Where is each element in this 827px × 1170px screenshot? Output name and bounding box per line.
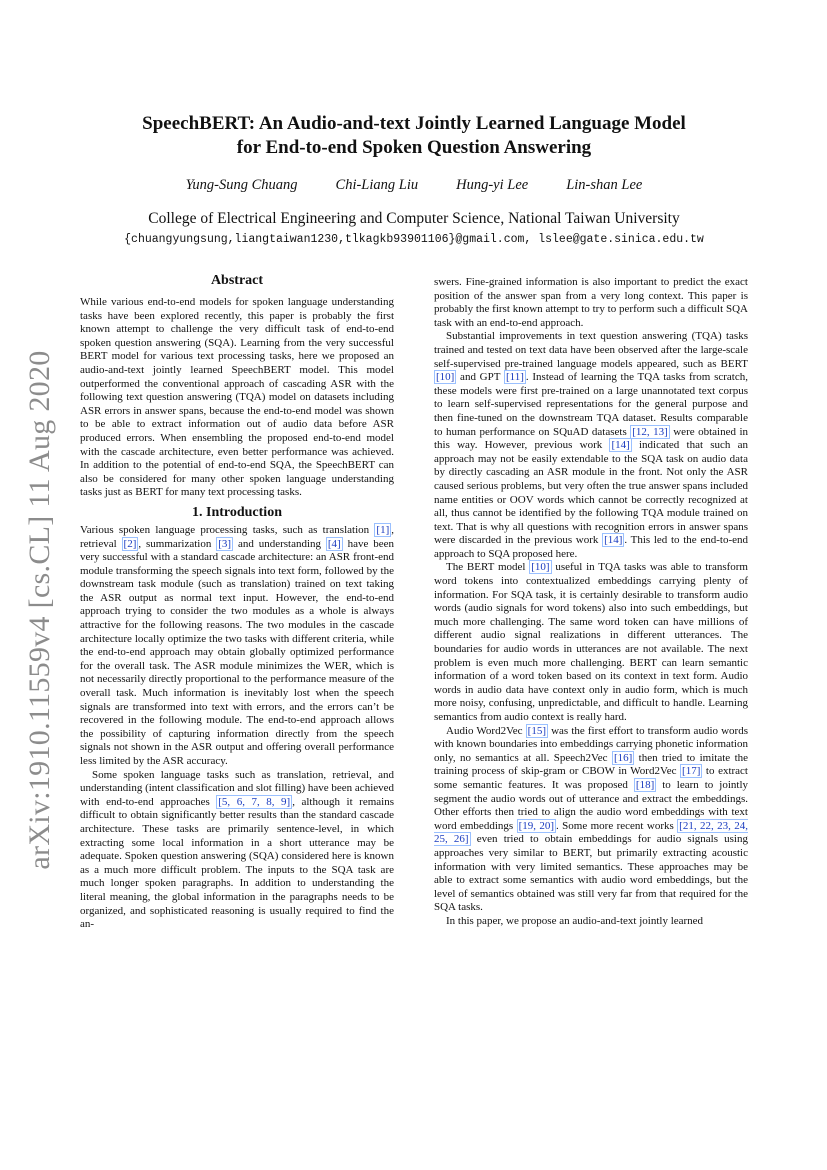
text-run: have been very successful with a standard cascade architecture: an ASR front-end module transforming the speech signals into text form, followed by the downstream task module (such as translation) trained on text taking the ASR output as normal text input. However, the end-to-end approach trying to consider the two modules as a whole is always attractive for the following reasons. The two modules in the cascade architecture locally optimize the two tasks with different criteria, while the end-to-end approach may obtain globally optimized performance for the overall task. The ASR module minimizes the WER, which is not necessarily directly proportional to the performance measure of the overall task. Much information is inevitably lost when the speech signals are transformed into text with errors, and the errors can’t be recovered in the following module. The end-to-end approach allows the possibility of capturing information directly from the speech signals not shown in the ASR output and offering overall performance less limited by the ASR accuracy. xyxy=(80,537,394,767)
text-run: were obtained in this way. However, previous work xyxy=(434,425,748,452)
text-run: . Some more recent works xyxy=(556,819,678,832)
affiliation: College of Electrical Engineering and Computer Science, National Taiwan University xyxy=(148,210,680,227)
author: Lin-shan Lee xyxy=(566,177,643,193)
citation-link[interactable]: [16] xyxy=(613,751,633,764)
paper-title xyxy=(80,112,748,160)
text-run: and GPT xyxy=(456,371,504,384)
title-line-1: SpeechBERT: An Audio-and-text Jointly Learned Language Model xyxy=(142,113,686,134)
citation-link[interactable]: [5, 6, 7, 8, 9] xyxy=(218,795,291,808)
citation-link[interactable]: [4] xyxy=(327,537,341,550)
text-run: to extract some semantic features. It was proposed xyxy=(434,765,748,791)
text-run: and understanding xyxy=(233,537,326,550)
intro-paragraph-2 xyxy=(80,769,394,932)
right-paragraph-4 xyxy=(434,725,748,915)
citation-link[interactable]: [18] xyxy=(635,778,655,791)
citation-link[interactable]: [21, 22, 23, 24, 25, 26] xyxy=(434,819,748,846)
right-paragraph-2 xyxy=(434,330,748,561)
citation-link[interactable]: [10] xyxy=(531,561,550,574)
arxiv-stamp-text: arXiv:1910.11559v4 [cs.CL] 11 Aug 2020 xyxy=(23,350,56,870)
text-run: even tried to obtain embeddings for audio signals using approaches very similar to BERT, but primarily extracting acoustic information with very limited semantics. These approaches may be able to extract some semantics with audio word embeddings, but the level of semantics obtained was still very far from that required for the SQA tasks. xyxy=(434,833,748,914)
author: Yung-Sung Chuang xyxy=(185,177,298,193)
citation-link[interactable]: [1] xyxy=(376,523,390,536)
text-run: indicated that such an approach may not be easily extendable to the SQA task on audio data by directly cascading an ASR module in the front. Not only the ASR caused serious problems, but very often the true answer spans included name entities or OOV words which cannot be correctly recognized at all, thus cannot be identified by the following TQA module trained on text. That is why all questions with recognition errors in answer spans were discarded in the previous work xyxy=(434,439,748,547)
author: Hung-yi Lee xyxy=(456,177,529,193)
citation-link[interactable]: [11] xyxy=(505,371,524,384)
left-column xyxy=(80,272,394,932)
text-run: Some spoken language tasks such as translation, retrieval, and understanding (intent classification and slot filling) have been achieved with end-to-end approaches xyxy=(80,768,395,808)
citation-link[interactable]: [10] xyxy=(436,371,455,384)
text-run: Audio Word2Vec xyxy=(446,724,526,737)
author-emails: {chuangyungsung,liangtaiwan1230,tlkagkb93901106}@gmail.com, lslee@gate.sinica.edu.tw xyxy=(124,233,704,246)
title-line-2: for End-to-end Spoken Question Answering xyxy=(236,137,592,158)
right-paragraph-5: In this paper, we propose an audio-and-text jointly learned xyxy=(446,914,704,927)
text-run: . This led to the end-to-end approach to SQA proposed here. xyxy=(434,534,748,560)
text-run: Substantial improvements in text question answering (TQA) tasks trained and tested on text data have been observed after the large-scale self-supervised pre-trained language models appeared, such as BERT xyxy=(434,330,748,370)
author-list xyxy=(80,177,748,194)
citation-link[interactable]: [15] xyxy=(527,724,546,737)
right-column xyxy=(434,276,748,929)
text-run: useful in TQA tasks was able to transform word tokens into contextualized embeddings carrying plenty of information. For SQA task, it is certainly desirable to transform audio words (audio signals for word tokens) also into such embeddings, but much more challenging. The same word token can have millions of different audio signal realizations in different utterances. The boundaries for audio words in utterances are not available. The next problem is even much more challenging. BERT can learn semantic information of a word token based on its context in text form. Audio words in audio data have context only in audio form, which is much more noisy, confusing, unpredictable, and difficult to handle. Learning semantics from audio context is really hard. xyxy=(434,561,748,723)
right-paragraph-3 xyxy=(434,561,748,724)
arxiv-stamp xyxy=(20,350,60,870)
citation-link[interactable]: [2] xyxy=(123,537,137,550)
citation-link[interactable]: [17] xyxy=(682,765,701,778)
citation-link[interactable]: [14] xyxy=(611,439,630,452)
citation-link[interactable]: [14] xyxy=(604,534,623,547)
text-run: , retrieval xyxy=(80,523,394,550)
intro-heading: 1. Introduction xyxy=(192,504,282,520)
citation-link[interactable]: [3] xyxy=(218,537,232,550)
text-run: . Instead of learning the TQA tasks from scratch, these models were first pre-trained on a large unannotated text corpus to learn self-supervised representations for the general purpose and then fine-tuned on the downstream TQA dataset. Results comparable to human performance on SQuAD datasets xyxy=(434,371,748,438)
text-run: , although it remains difficult to obtain significantly better results than the standard cascade architecture. These tasks are primarily sentence-level, in which extracting some local information in a short utterance may be adequate. Spoken question answering (SQA) considered here is known as a much more difficult problem. The inputs to the SQA task are much longer spoken paragraphs. In addition to understanding the literal meaning, the global information in the paragraphs needs to be organized, and sophisticated reasoning is usually required to find the an- xyxy=(80,795,394,931)
citation-link[interactable]: [12, 13] xyxy=(632,425,668,438)
right-paragraph-1: swers. Fine-grained information is also important to predict the exact position of the answer span from a very long context. This paper is probably the first known attempt to try to perform such a difficult SQA task with an end-to-end approach. xyxy=(434,276,748,329)
author: Chi-Liang Liu xyxy=(335,177,419,193)
text-run: The BERT model xyxy=(446,561,530,574)
abstract-text: While various end-to-end models for spoken language understanding tasks have been explored recently, this paper is probably the first known attempt to challenge the very difficult task of end-to-end spoken question answering (SQA). Learning from the very successful BERT model for various text processing tasks, here we proposed an audio-and-text jointly learned SpeechBERT model. This model outperformed the conventional approach of cascading ASR with the following text question answering (TQA) model on datasets including ASR errors in answer spans, because the end-to-end model was shown to be able to extract information out of audio data before ASR produced errors. When ensembling the proposed end-to-end model with the cascade architecture, even better performance was achieved. In addition to the potential of end-to-end SQA, the SpeechBERT can also be considered for many other spoken language understanding tasks just as BERT for many text processing tasks. xyxy=(80,296,394,499)
text-run: Various spoken language processing tasks, such as translation xyxy=(80,523,375,536)
intro-paragraph-1 xyxy=(80,524,394,769)
abstract-heading: Abstract xyxy=(210,273,264,288)
citation-link[interactable]: [19, 20] xyxy=(518,819,555,832)
text-run: then tried to imitate the training process of skip-gram or CBOW in Word2Vec xyxy=(434,751,749,778)
text-run: to learn to jointly segment the audio words out of utterance and extract the embeddings. Other efforts then tried to align the audio word embeddings with text word embeddings xyxy=(434,778,748,832)
text-run: , summarization xyxy=(138,537,217,550)
text-run: was the first effort to transform audio words with known boundaries into embeddings carrying phonetic information only, no semantics at all. Speech2Vec xyxy=(434,724,748,764)
